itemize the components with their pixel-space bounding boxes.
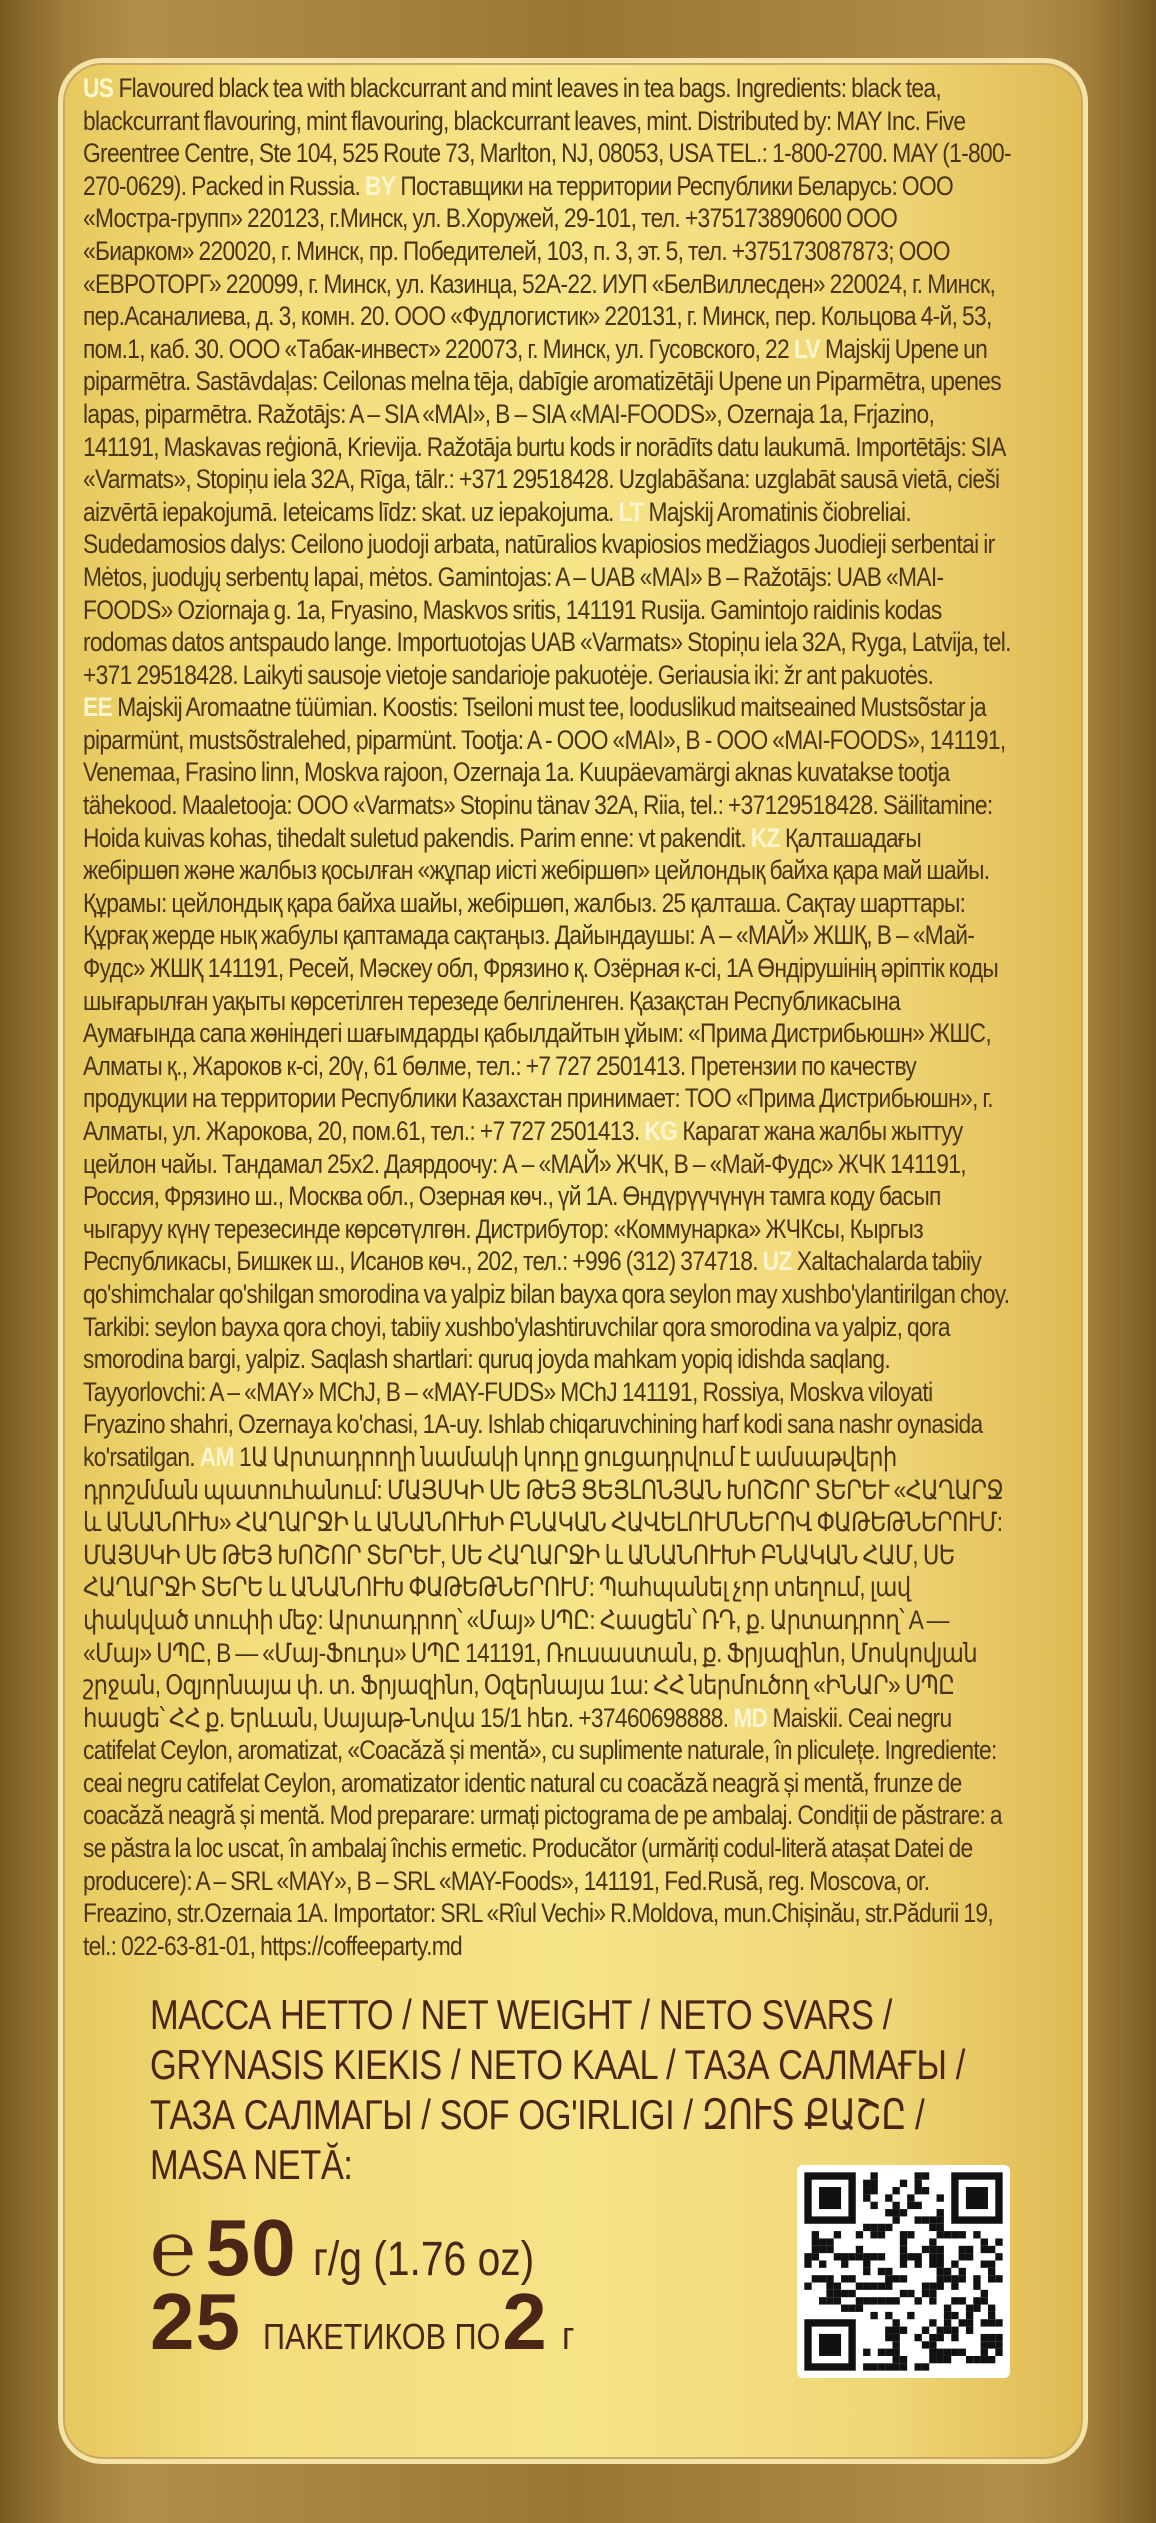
section-text: Flavoured black tea with blackcurrant and mint leaves in tea bags. Ingredients: black tea, blackcurrant flavouring, mint flavouring, blackcurrant leaves, mint. Distributed by: MAY Inc. Five Greentree Centre, Ste 104, 525 Route 73, Marlton, NJ, 08053, USA TEL.: 1-800-2700. MAY (1-800-270-0629). Packed in Russia. <box>83 73 1011 201</box>
section-kz <box>83 823 998 1146</box>
bags-count: 25 <box>150 2277 241 2366</box>
section-text: Majskij Upene un piparmētra. Sastāvdaļas: Ceilonas melna tēja, dabīgie aromatizētāji Upene un Piparmētra, upenes lapas, piparmētra. Ražotājs: A – SIA «MAI», B – SIA «MAI-FOODS», Ozernaja 1a, Frjazino, 141191, Maskavas reģionā, Krievija. Ražotāja burtu kods ir norādīts datu laukumā. Importētājs: SIA «Varmats», Stopiņu iela 32A, Rīga, tālr.: +371 29518428. Uzglabāšana: uzglabāt sausā vietā, cieši aizvērtā iepakojumā. Ieteicams līdz: skat. uz iepakojuma. <box>83 333 1005 527</box>
bags-text: ПАКЕТИКОВ ПО <box>262 2316 501 2357</box>
net-weight-title: МАССА НЕТТО / NET WEIGHT / NETO SVARS / GRYNASIS KIEKIS / NETO KAAL / ТАЗА САЛМАҒЫ / ТАЗА САЛМАГЫ / SOF OG'IRLIGI / ԶՈՒՏ ՔԱՇԸ / MASA NETĂ: <box>150 1991 965 2188</box>
grams-row <box>150 2203 573 2292</box>
language-code: AM <box>199 1441 234 1472</box>
language-code: US <box>83 73 114 103</box>
language-code: UZ <box>762 1246 792 1277</box>
section-text: Карагат жана жалбы жыттуу цейлон чайы. Тандамал 25х2. Даярдоочу: А – «МАЙ» ЖЧК, В – «Май-Фудс» ЖЧК 141191, Россия, Фрязино ш., Москва обл., Озерная көч., үй 1А. Өндүрүүчүнүн тамга коду басып чыгаруу күнү терезесинде көрсөтүлгөн. Дистрибутор: «Коммунарка» ЖЧКсы, Кыргыз Республикасы, Бишкек ш., Исанов көч., 202, тел.: +996 (312) 374718. <box>83 1116 966 1277</box>
language-code: KG <box>644 1116 678 1146</box>
qr-code-icon <box>797 2165 1010 2378</box>
qr-code[interactable] <box>797 2165 1010 2378</box>
section-md <box>83 1703 1002 1961</box>
bag-unit: г <box>561 2314 575 2358</box>
section-text: Поставщики на территории Республики Беларусь: ООО «Мостра-групп» 220123, г.Минск, ул. В.Хоружей, 29-101, тел. +375173890600 ООО «Биарком» 220020, г. Минск, пр. Победителей, 103, п. 3, эт. 5, тел. +375173087873; ООО «ЕВРОТОРГ» 220099, г. Минск, ул. Казинца, 52А-22. ИУП «БелВиллесден» 220024, г. Минск, пер.Асаналиева, д. 3, комн. 20. ООО «Фудлогистик» 220131, г. Минск, пер. Кольцова 4-й, 53, пом.1, каб. 30. ООО «Табак-инвест» 220073, г. Минск, ул. Гусовского, 22 <box>83 170 996 364</box>
section-text: Xaltachalarda tabiiy qo'shimchalar qo'shilgan smorodina va yalpiz bilan bayxa qora seylon may xushbo'ylantirilgan choy. Tarkibi: seylon bayxa qora choyi, tabiiy xushbo'ylashtiruvchilar qora smorodina va yalpiz, qora smorodina bargi, yalpiz. Saqlash shartlari: quruq joyda mahkam yopiq idishda saqlang. Tayyorlovchi: A – «MAY» MChJ, B – «MAY-FUDS» MChJ 141191, Rossiya, Moskva viloyati Fryazino shahri, Ozernaya ko'chasi, 1A-uy. Ishlab chiqaruvchining harf kodi sana nashr oynasida ko'rsatilgan. <box>83 1246 1010 1472</box>
estimated-sign-icon: ℮ <box>150 2207 196 2292</box>
section-text: Қалташадағы жебіршөп және жалбыз қосылған «жұпар иісті жебіршөп» цейлондық байха қара май шайы. Құрамы: цейлондық қара байха шайы, жебіршөп, жалбыз. 25 қалташа. Сақтау шарттары: Құрғақ жерде нық жабулы қаптамада сақтаңыз. Дайындаушы: А – «МАЙ» ЖШҚ, В – «Май-Фудс» ЖШҚ 141191, Ресей, Мәскеу обл, Фрязино қ. Озёрная к-сі, 1А Өндірушінің әріптік коды шығарылған уақыты көрсетілген терезеде белгіленген. Қазақстан Республикасына Аумағында сапа жөніндегі шағымдарды қабылдайтын ұйым: «Прима Дистрибьюшн» ЖШС, Алматы қ., Жароков к-сі, 20ү, 61 бөлме, тел.: +7 727 2501413. Претензии по качеству продукции на территории Республики Казахстан принимает: ТОО «Прима Дистрибьюшн», г. Алматы, ул. Жарокова, 20, пом.61, тел.: +7 727 2501413. <box>83 822 999 1146</box>
section-text: 1Ա Արտադրողի նամակի կոդը ցուցադրվում է ամսաթվերի դրոշմման պատուհանում: ՄԱՅՍԿԻ ՍԵ ԹԵՅ ՑԵՅԼՈՆՅԱՆ ԽՈՇՈՐ ՏԵՐԵՒ «ՀԱՂԱՐՋ և ԱՆԱՆՈՒԽ» ՀԱՂԱՐՋԻ և ԱՆԱՆՈՒԽԻ ԲՆԱԿԱՆ ՀԱՎԵԼՈՒՄՆԵՐՈՎ ՓԱԹԵԹՆԵՐՈՒՄ: ՄԱՅՍԿԻ ՍԵ ԹԵՅ ԽՈՇՈՐ ՏԵՐԵՒ, ՍԵ ՀԱՂԱՐՋԻ և ԱՆԱՆՈՒԽԻ ԲՆԱԿԱՆ ՀԱՄ, ՍԵ ՀԱՂԱՐՋԻ ՏԵՐԵ և ԱՆԱՆՈՒԽ ՓԱԹԵԹՆԵՐՈՒՄ: Պահպանել չոր տեղում, լավ փակված տուփի մեջ: Արտադրող՝ «Մայ» ՍՊԸ: Հասցեն՝ ՌԴ, ք. Արտադրող՝ A — «Մայ» ՍՊԸ, B — «Մայ-Ֆուդս» ՍՊԸ 141191, Ռուսաստան, ք. Ֆրյազինո, Մոսկովյան շրջան, Օզյորնայա փ. տ. Ֆրյազինո, Օզերնայա 1ա: ՀՀ ներմուծող «ԻՆԱՐ» ՍՊԸ հասցե՝ ՀՀ ք. Երևան, Սայաթ-Նովա 15/1 հեռ. +37460698888. <box>83 1441 1004 1733</box>
section-uz <box>83 1246 1009 1472</box>
language-code: EE <box>83 692 113 723</box>
language-code: MD <box>733 1702 768 1733</box>
language-code: LV <box>793 333 820 364</box>
grams-number: 50 <box>205 2203 297 2292</box>
bags-row <box>150 2277 576 2366</box>
language-code: BY <box>364 170 396 201</box>
section-text: Maiskii. Ceai negru catifelat Ceylon, aromatizat, «Coacăză și mentă», cu suplimente naturale, în pliculețe. Ingrediente: ceai negru catifelat Ceylon, aromatizator identic natural cu coacăză neagră și mentă, frunze de coacăză neagră și mentă. Mod preparare: urmați pictograma de pe ambalaj. Condiții de păstrare: a se păstra la loc uscat, în ambalaj închis ermetic. Producător (urmăriți codul-literă atașat Datei de producere): A – SRL «MAY», B – SRL «MAY-Foods», 141191, Fed.Rusă, reg. Moscova, or. Freazino, str.Ozernaia 1A. Importator: SRL «Rîul Vechi» R.Moldova, mun.Chișinău, str.Pădurii 19, tel.: 022-63-81-01, https://coffeeparty.md <box>83 1702 1002 1961</box>
ingredients-text <box>83 72 1012 1962</box>
net-weight-block <box>150 1990 1156 2190</box>
section-text: Majskij Aromaatne tüümian. Koostis: Tseiloni must tee, looduslikud maitseained Mustsõstar ja piparmünt, mustsõstralehed, piparmünt. Tootja: A - OOO «MAI», B - OOO «MAI-FOODS», 141191, Venemaa, Frasino linn, Moskva rajoon, Ozernaja 1a. Kuupäevamärgi aknas kuvatakse tootja tähekood. Maaletooja: OOO «Varmats» Stopinu tänav 32A, Riia, tel.: +37129518428. Säilitamine: Hoida kuivas kohas, tihedalt suletud pakendis. Parim enne: vt pakendit. <box>83 692 1006 853</box>
language-code: LT <box>618 496 644 527</box>
section-text: Majskij Aromatinis čiobreliai. Sudedamosios dalys: Ceilono juodoji arbata, natūralios kvapiosios medžiagos Juodieji serbentai ir Mėtos, juodųjų serbentų lapai, mėtos. Gamintojas: A – UAB «MAI» B – Ražotājs: UAB «MAI-FOODS» Oziornaja g. 1a, Fryasino, Maskvos sritis, 141191 Rusija. Gamintojo raidinis kodas rodomas datos antspaudo lange. Importuotojas UAB «Varmats» Stopiņu iela 32A, Ryga, Latvija, tel. +371 29518428. Laikyti sausoje vietoje sandarioje pakuotėje. Geriausia iki: žr ant pakuotės. <box>83 496 1011 690</box>
bag-weight: 2 <box>502 2277 548 2366</box>
grams-units: г/g (1.76 oz) <box>312 2233 534 2286</box>
section-am <box>83 1442 1003 1733</box>
language-code: KZ <box>750 822 780 853</box>
